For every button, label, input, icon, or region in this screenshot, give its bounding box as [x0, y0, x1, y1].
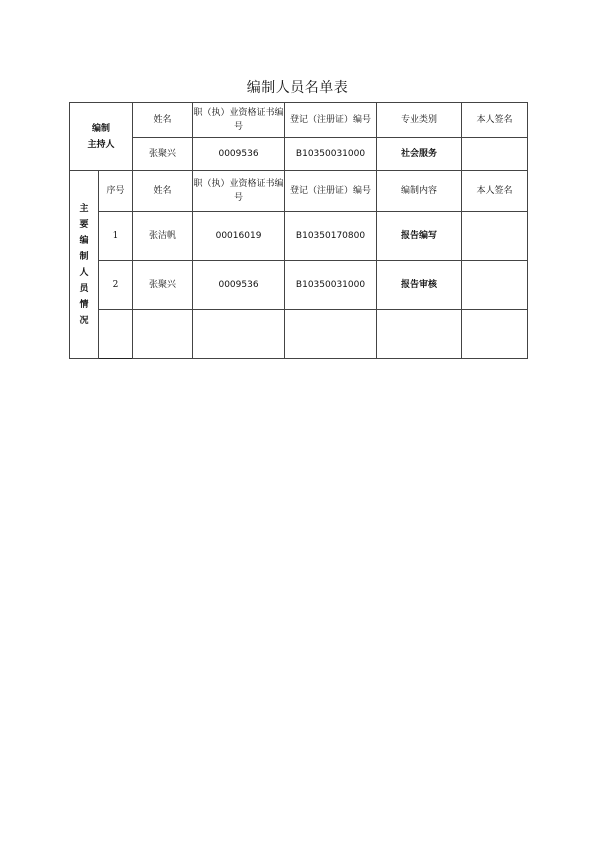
host-name: 张聚兴	[133, 138, 193, 171]
member-cert: 00016019	[193, 212, 285, 261]
member-content	[377, 310, 462, 359]
host-cert: 0009536	[193, 138, 285, 171]
members-header-content: 编制内容	[377, 171, 462, 212]
host-label-cell	[70, 103, 133, 171]
host-category: 社会服务	[377, 138, 462, 171]
host-header-name: 姓名	[133, 103, 193, 138]
member-row	[70, 212, 528, 261]
member-sign	[462, 261, 528, 310]
member-sign	[462, 212, 528, 261]
personnel-table	[69, 102, 528, 359]
member-content: 报告编写	[377, 212, 462, 261]
member-seq: 2	[99, 261, 133, 310]
members-label-cell	[70, 171, 99, 359]
member-sign	[462, 310, 528, 359]
member-cert	[193, 310, 285, 359]
members-label: 主要编制人员情况	[79, 203, 89, 326]
page-title: 编制人员名单表	[246, 80, 349, 96]
host-reg: B10350031000	[285, 138, 377, 171]
members-header-seq: 序号	[99, 171, 133, 212]
host-header-sign: 本人签名	[462, 103, 528, 138]
member-content: 报告审核	[377, 261, 462, 310]
member-name: 张聚兴	[133, 261, 193, 310]
host-sign	[462, 138, 528, 171]
members-header-name: 姓名	[133, 171, 193, 212]
members-header-row	[70, 171, 528, 212]
host-header-cert: 职（执）业资格证书编号	[193, 103, 285, 138]
member-seq: 1	[99, 212, 133, 261]
member-reg: B10350170800	[285, 212, 377, 261]
member-name	[133, 310, 193, 359]
host-label: 编制 主持人	[87, 123, 115, 150]
member-name: 张洁帆	[133, 212, 193, 261]
members-header-cert: 职（执）业资格证书编号	[193, 171, 285, 212]
member-cert: 0009536	[193, 261, 285, 310]
host-row	[70, 138, 528, 171]
members-header-sign: 本人签名	[462, 171, 528, 212]
member-seq	[99, 310, 133, 359]
members-header-reg: 登记（注册证）编号	[285, 171, 377, 212]
member-reg	[285, 310, 377, 359]
host-header-row	[70, 103, 528, 138]
member-reg: B10350031000	[285, 261, 377, 310]
member-row	[70, 261, 528, 310]
host-header-category: 专业类别	[377, 103, 462, 138]
member-row-empty	[70, 310, 528, 359]
host-header-reg: 登记（注册证）编号	[285, 103, 377, 138]
